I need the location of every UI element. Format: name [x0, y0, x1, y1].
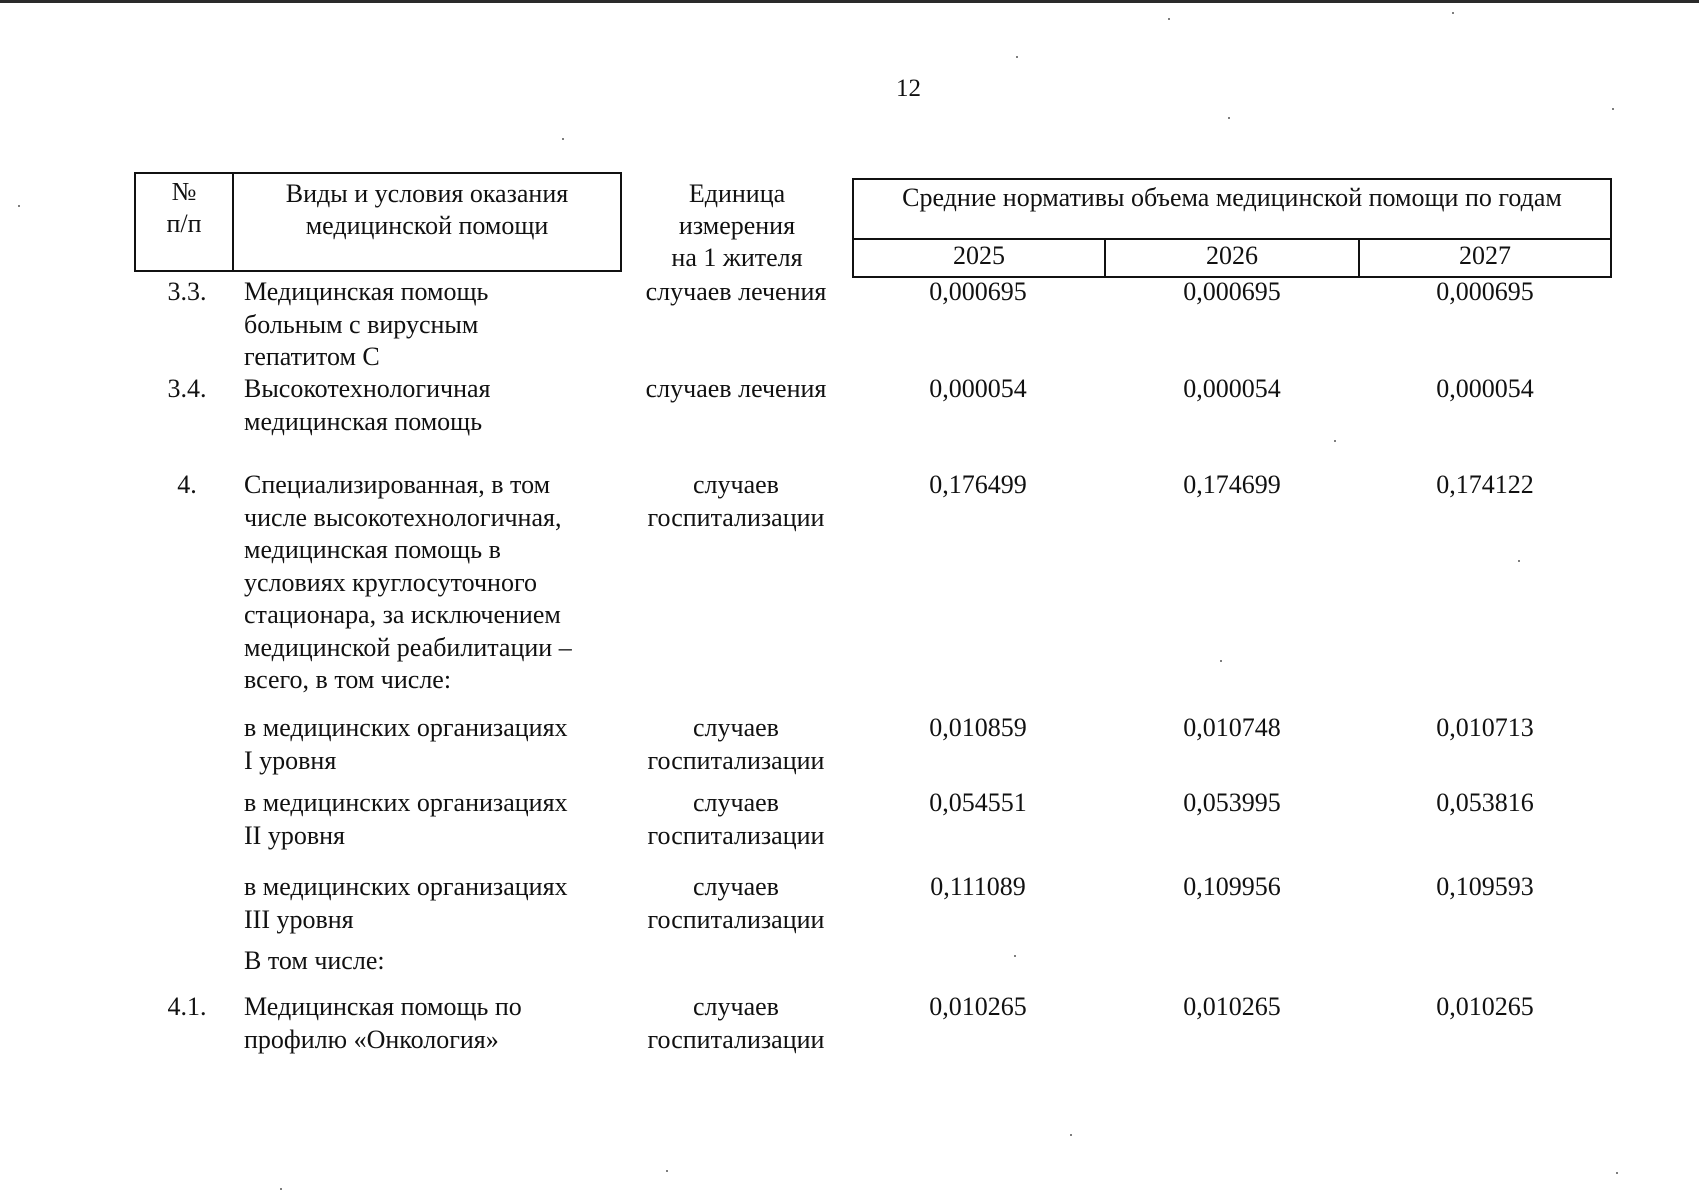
row-unit: случаев лечения	[645, 277, 827, 306]
scan-speck	[1014, 955, 1016, 957]
row-name: В том числе:	[244, 946, 385, 975]
value-2026: 0,174699	[1183, 470, 1281, 499]
header-top-border-left	[134, 172, 622, 174]
value-2027: 0,109593	[1436, 872, 1534, 901]
header-divider-num	[232, 172, 234, 272]
row-number: 4.	[177, 470, 197, 499]
scan-speck	[1228, 117, 1230, 119]
header-unit: Единица измерения на 1 жителя	[671, 179, 803, 272]
scan-speck	[1016, 56, 1018, 58]
scan-speck	[1518, 560, 1520, 562]
header-year-2026: 2026	[1206, 241, 1258, 270]
value-2027: 0,000054	[1436, 374, 1534, 403]
scan-speck	[1616, 1172, 1618, 1174]
row-name: Медицинская помощь больным с вирусным гепатитом С	[244, 277, 489, 371]
header-year-2027: 2027	[1459, 241, 1511, 270]
value-2025: 0,111089	[930, 872, 1026, 901]
value-2027: 0,053816	[1436, 788, 1534, 817]
row-name: Специализированная, в том числе высокотехнологичная, медицинская помощь в условиях круглосуточного стационара, за исключением медицинской реабилитации – всего, в том числе:	[244, 470, 572, 694]
row-name: в медицинских организациях I уровня	[244, 713, 568, 775]
header-num: № п/п	[166, 177, 202, 238]
value-2027: 0,174122	[1436, 470, 1534, 499]
value-2025: 0,000054	[929, 374, 1027, 403]
value-2026: 0,010748	[1183, 713, 1281, 742]
scan-speck	[1070, 1134, 1072, 1136]
value-2027: 0,010265	[1436, 992, 1534, 1021]
row-name: в медицинских организациях II уровня	[244, 788, 568, 850]
page-number: 12	[896, 75, 921, 102]
row-unit: случаев госпитализации	[647, 788, 825, 850]
value-2025: 0,010859	[929, 713, 1027, 742]
scan-speck	[666, 1170, 668, 1172]
row-name: Медицинская помощь по профилю «Онкология»	[244, 992, 522, 1054]
value-2025: 0,000695	[929, 277, 1027, 306]
value-2026: 0,109956	[1183, 872, 1281, 901]
scan-speck	[1168, 18, 1170, 20]
row-name: в медицинских организациях III уровня	[244, 872, 568, 934]
value-2026: 0,010265	[1183, 992, 1281, 1021]
scan-speck	[18, 205, 20, 207]
header-divider-unit	[852, 178, 854, 278]
row-unit: случаев госпитализации	[647, 470, 825, 532]
header-divider-2025	[1104, 240, 1106, 277]
row-unit: случаев госпитализации	[647, 992, 825, 1054]
row-unit: случаев лечения	[645, 374, 827, 403]
header-type: Виды и условия оказания медицинской помощи	[285, 179, 569, 240]
value-2026: 0,000054	[1183, 374, 1281, 403]
row-unit: случаев госпитализации	[647, 713, 825, 775]
value-2026: 0,053995	[1183, 788, 1281, 817]
header-divider-2026	[1358, 240, 1360, 277]
row-number: 3.3.	[167, 277, 207, 306]
scan-speck	[280, 1188, 282, 1190]
value-2025: 0,010265	[929, 992, 1027, 1021]
row-number: 3.4.	[167, 374, 207, 403]
header-right-border	[1610, 178, 1612, 278]
value-2027: 0,010713	[1436, 713, 1534, 742]
scan-speck	[1452, 12, 1454, 14]
value-2026: 0,000695	[1183, 277, 1281, 306]
value-2025: 0,176499	[929, 470, 1027, 499]
value-2027: 0,000695	[1436, 277, 1534, 306]
row-unit: случаев госпитализации	[647, 872, 825, 934]
header-norms: Средние нормативы объема медицинской помощи по годам	[902, 183, 1562, 212]
row-name: Высокотехнологичная медицинская помощь	[244, 374, 491, 436]
top-border-line	[0, 0, 1699, 3]
header-year-2025: 2025	[953, 241, 1005, 270]
scan-speck	[562, 138, 564, 140]
scan-speck	[1220, 660, 1222, 662]
scan-speck	[1612, 108, 1614, 110]
header-bottom-border-left	[134, 270, 622, 272]
row-number: 4.1.	[167, 992, 207, 1021]
header-top-border-right	[852, 178, 1612, 180]
header-divider-type	[620, 174, 622, 272]
scan-speck	[1334, 440, 1336, 442]
value-2025: 0,054551	[929, 788, 1027, 817]
header-left-border	[134, 172, 136, 272]
